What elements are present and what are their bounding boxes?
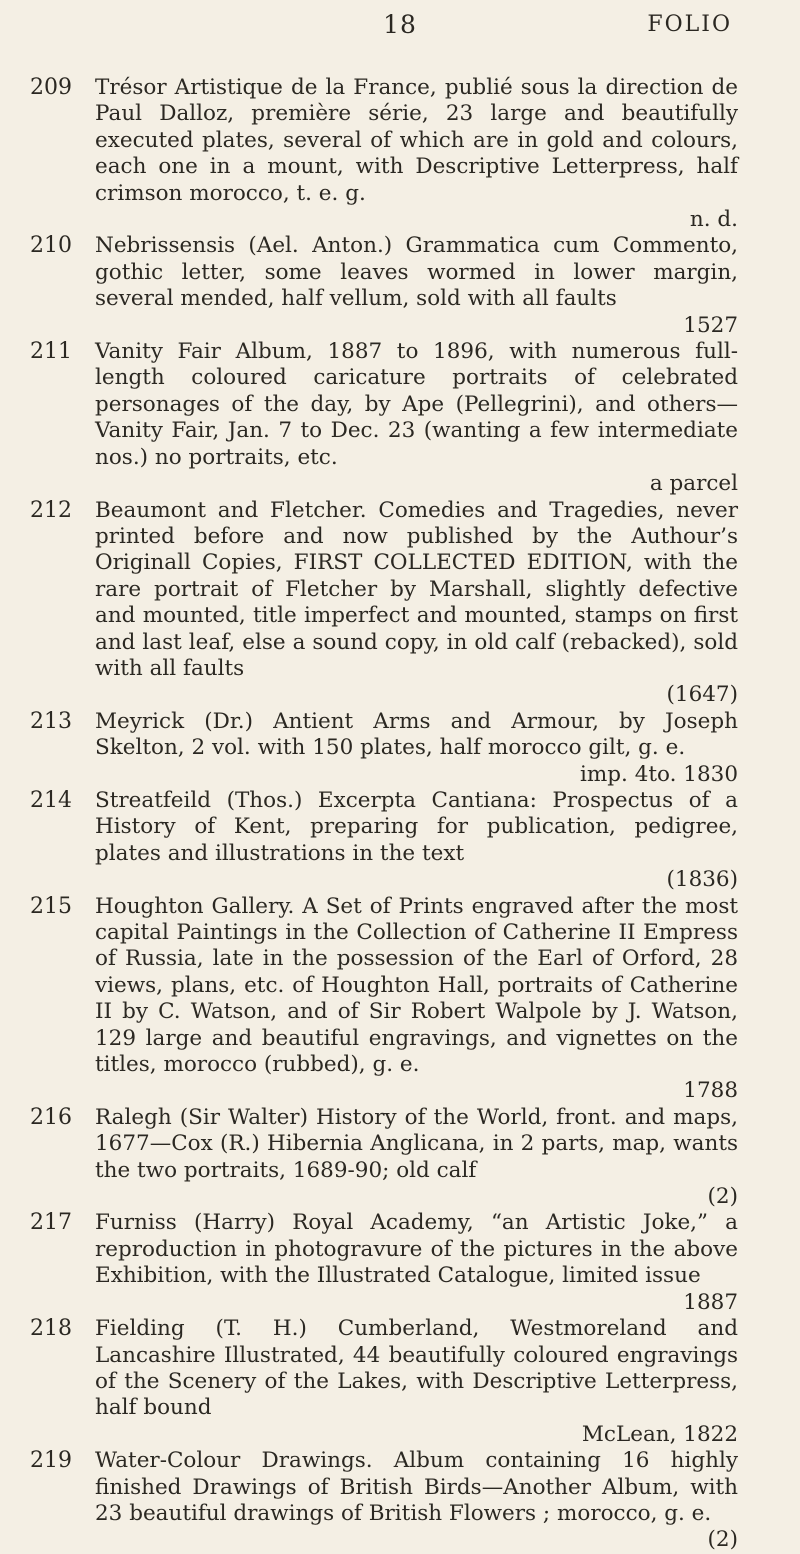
entry-number: 216 — [30, 1104, 72, 1130]
entry-date: (1836) — [666, 867, 738, 893]
list-item — [0, 75, 800, 233]
section-title: FOLIO — [647, 12, 732, 37]
entry-description: Streatfeild (Thos.) Excerpta Cantiana: Prospectus of a History of Kent, preparing for publication, pedigree, plates and illustrations in the text (1836) — [95, 787, 738, 893]
entry-description: Trésor Artistique de la France, publié sous la direction de Paul Dalloz, première série, 23 large and beautifully executed plates, several of which are in gold and colours, each one in a mount, with Descriptive Letterpress, half crimson morocco, t. e. g. n. d. — [95, 75, 738, 233]
list-item — [0, 709, 800, 788]
list-item — [0, 1316, 800, 1448]
entry-description: Furniss (Harry) Royal Academy, “an Artistic Joke,” a reproduction in photogravure of the pictures in the above Exhibition, with the Illustrated Catalogue, limited issue 1887 — [95, 1210, 738, 1315]
entry-date: 1527 — [683, 312, 738, 338]
entry-date: (1647) — [666, 682, 738, 708]
list-item — [0, 1448, 800, 1554]
entry-list — [0, 75, 800, 1554]
entry-description: Meyrick (Dr.) Antient Arms and Armour, by Joseph Skelton, 2 vol. with 150 plates, half morocco gilt, g. e. imp. 4to. 1830 — [95, 708, 738, 787]
entry-description: Nebrissensis (Ael. Anton.) Grammatica cum Commento, gothic letter, some leaves wormed in lower margin, several mended, half vellum, sold with all faults 1527 — [95, 233, 738, 338]
page-header — [0, 10, 800, 46]
entry-number: 210 — [30, 233, 72, 259]
entry-number: 218 — [30, 1316, 72, 1342]
entry-date: a parcel — [649, 471, 738, 497]
entry-number: 211 — [30, 339, 72, 365]
list-item — [0, 339, 800, 497]
entry-number: 213 — [30, 708, 72, 734]
entry-date: McLean, 1822 — [581, 1421, 738, 1447]
list-item — [0, 1210, 800, 1316]
entry-number: 217 — [30, 1210, 72, 1236]
entry-date: imp. 4to. 1830 — [580, 761, 738, 787]
entry-number: 214 — [30, 787, 72, 813]
entry-date: (2) — [707, 1184, 738, 1210]
entry-date: 1788 — [683, 1078, 738, 1104]
entry-description: Houghton Gallery. A Set of Prints engraved after the most capital Paintings in the Collection of Catherine II Empress of Russia, late in the possession of the Earl of Orford, 28 views, plans, etc. of Houghton Hall, portraits of Catherine II by C. Watson, and of Sir Robert Walpole by J. Watson, 129 large and beautiful engravings, and vignettes on the titles, morocco (rubbed), g. e. 1788 — [95, 893, 738, 1104]
entry-description: Fielding (T. H.) Cumberland, Westmoreland and Lancashire Illustrated, 44 beautifully coloured engravings of the Scenery of the Lakes, with Descriptive Letterpress, half bound McLean, 1822 — [95, 1316, 738, 1447]
entry-description: Ralegh (Sir Walter) History of the World, front. and maps, 1677—Cox (R.) Hibernia Anglicana, in 2 parts, map, wants the two portraits, 1689-90; old calf (2) — [95, 1104, 738, 1210]
entry-description: Water-Colour Drawings. Album containing 16 highly finished Drawings of British Birds—Another Album, with 23 beautiful drawings of British Flowers ; morocco, g. e. (2) — [95, 1448, 738, 1553]
list-item — [0, 788, 800, 894]
list-item — [0, 894, 800, 1105]
entry-number: 209 — [30, 75, 72, 100]
entry-number: 219 — [30, 1448, 72, 1474]
entry-description: Beaumont and Fletcher. Comedies and Tragedies, never printed before and now published by the Authour’s Originall Copies, FIRST COLLECTED EDITION, with the rare portrait of Fletcher by Marshall, slightly defective and mounted, title imperfect and mounted, stamps on first and last leaf, else a sound copy, in old calf (rebacked), sold with all faults (1647) — [95, 497, 738, 708]
list-item — [0, 1105, 800, 1211]
entry-date: n. d. — [689, 207, 738, 233]
list-item — [0, 233, 800, 339]
entry-number: 215 — [30, 893, 72, 919]
page-number: 18 — [383, 10, 417, 39]
entry-date: 1887 — [683, 1289, 738, 1315]
list-item — [0, 498, 800, 709]
entry-number: 212 — [30, 497, 72, 523]
entry-date: (2) — [707, 1527, 738, 1553]
entry-description: Vanity Fair Album, 1887 to 1896, with numerous full-length coloured caricature portraits of celebrated personages of the day, by Ape (Pellegrini), and others—Vanity Fair, Jan. 7 to Dec. 23 (wanting a few intermediate nos.) no portraits, etc. a parcel — [95, 339, 738, 497]
